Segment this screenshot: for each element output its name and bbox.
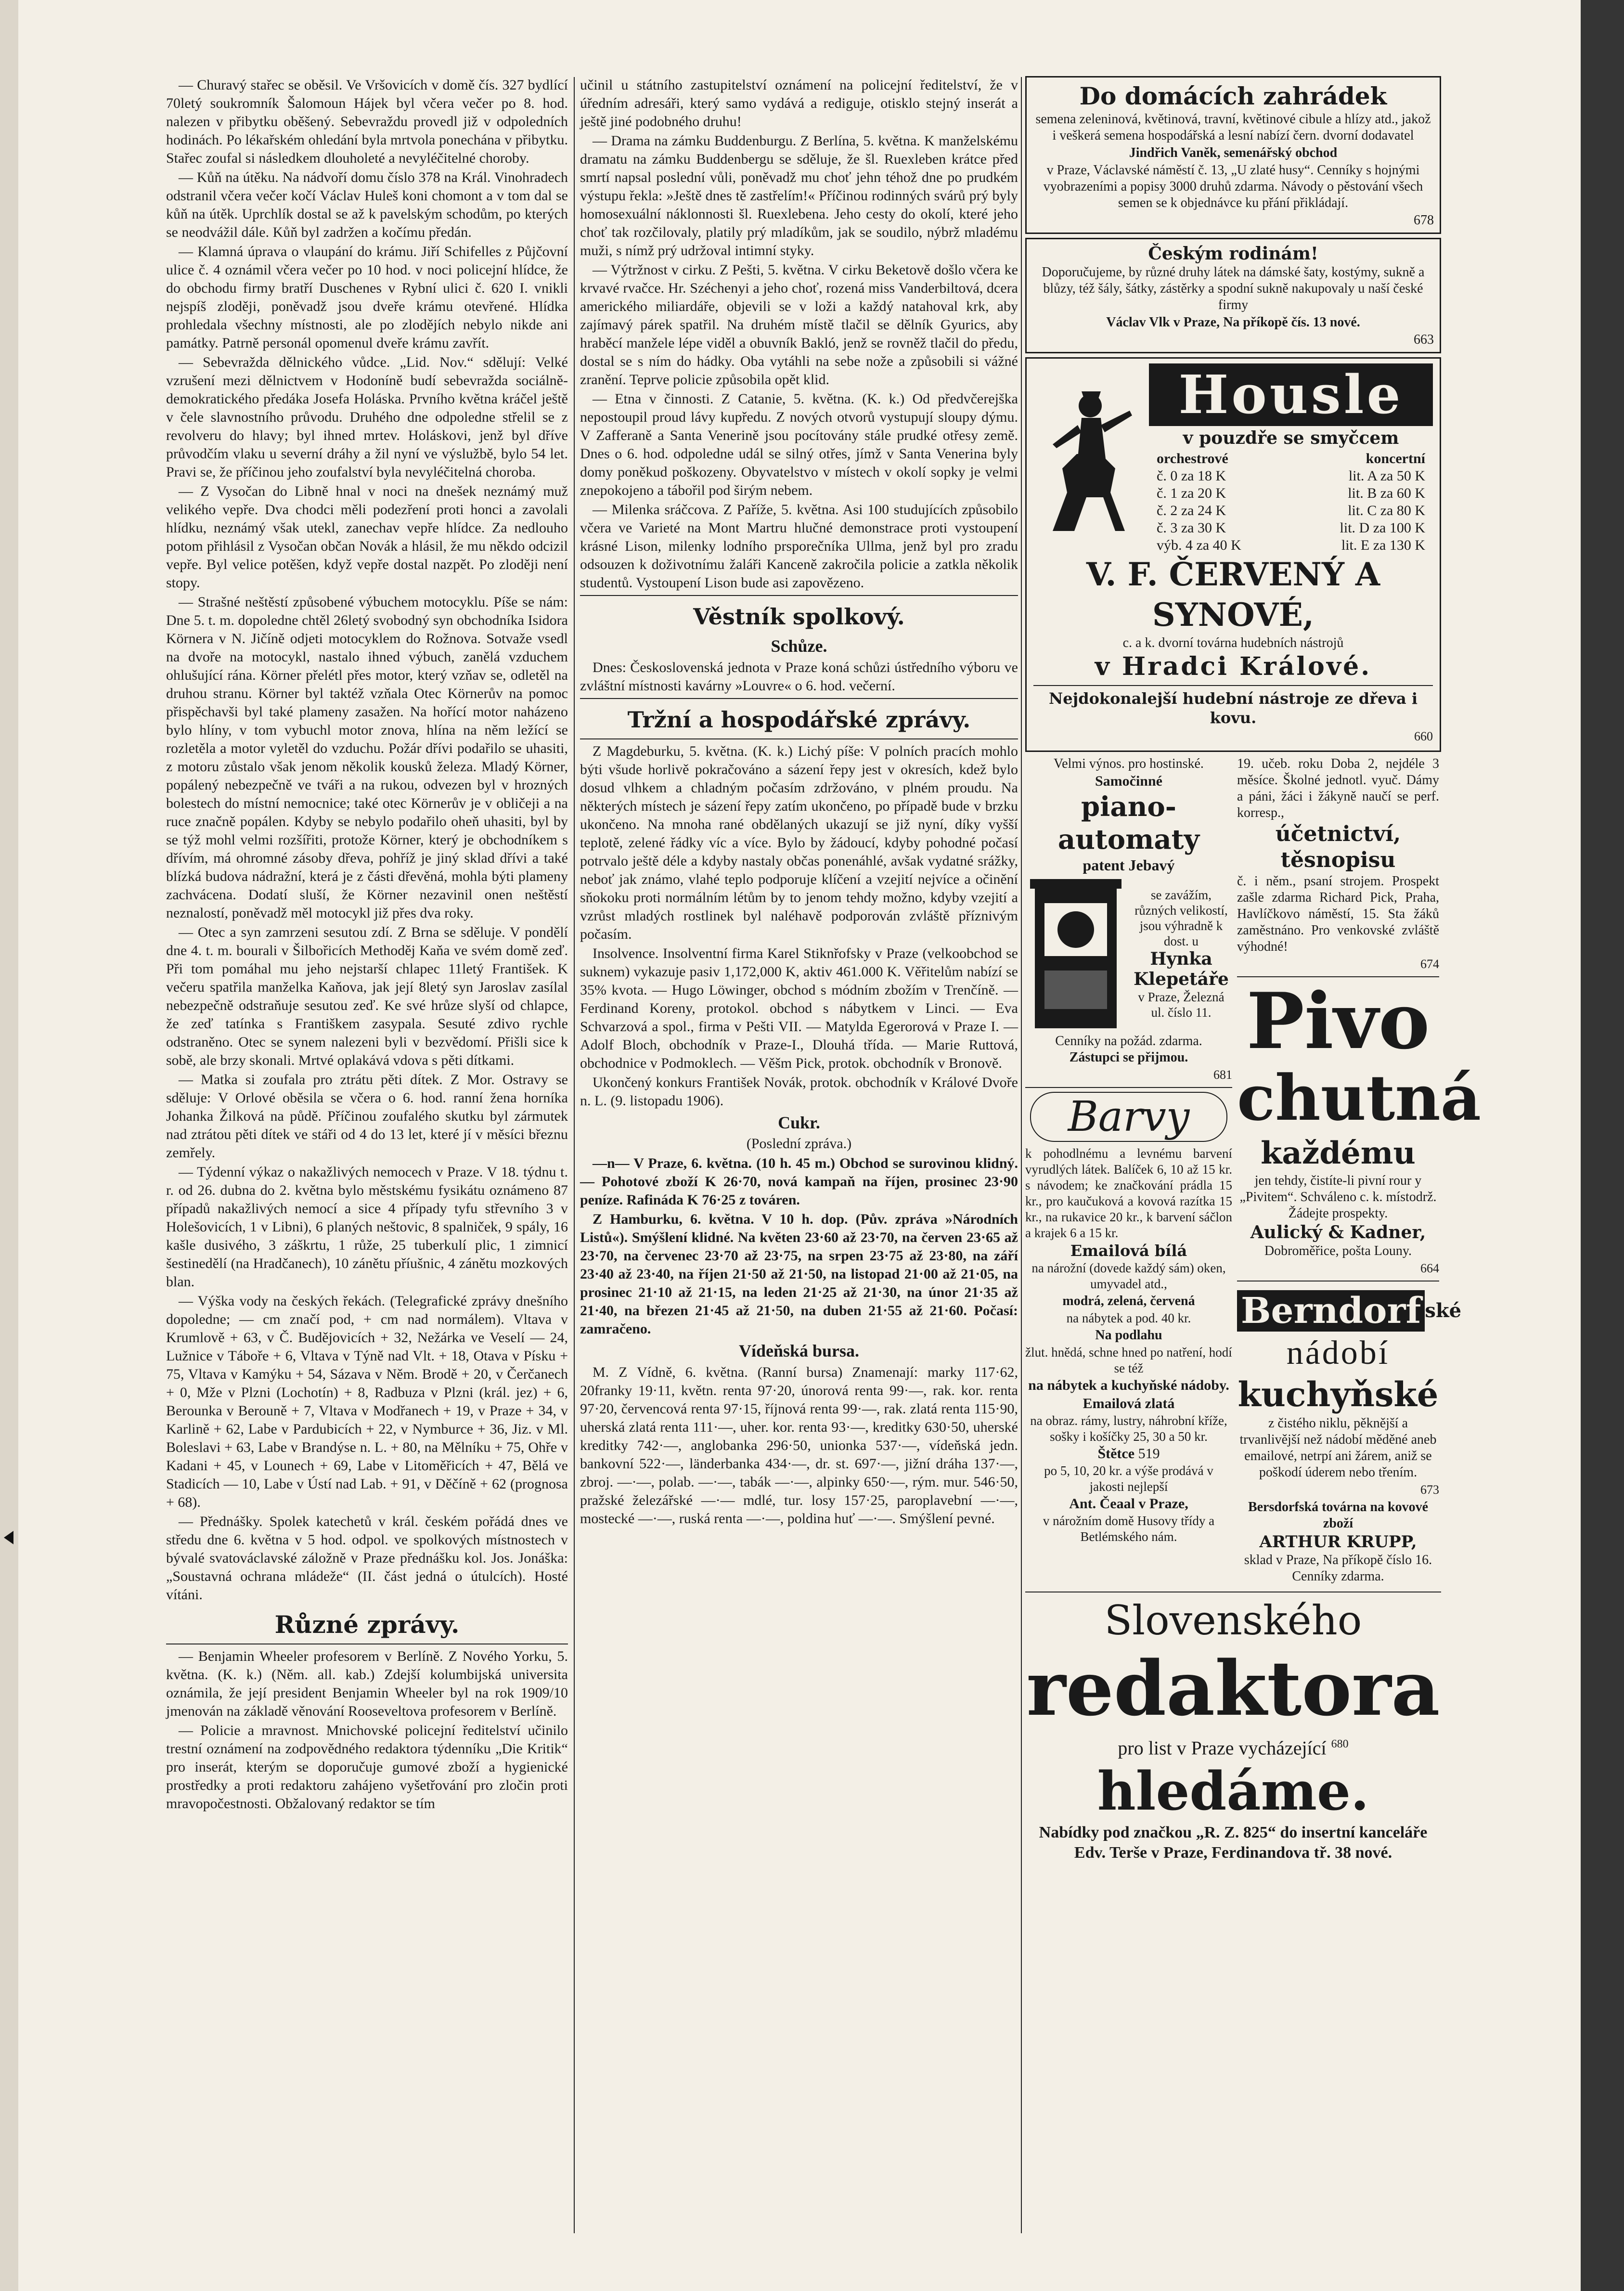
ad-ucetni-text2: č. i něm., psaní strojem. Prospekt zašle zdarma Richard Pick, Praha, Havlíčkovo náměstí, 15. Sta žáků zaměstnáno. Pro venkovské zvláště výhodné!: [1237, 874, 1439, 954]
ad-pivo-firm: Aulický & Kadner,: [1250, 1222, 1426, 1243]
page-left-edge: [0, 0, 18, 2291]
ad-berndorf-ske: ské: [1425, 1299, 1462, 1322]
price-b: lit. B za 60 K: [1348, 485, 1425, 501]
ad-housle-sub: v pouzdře se smyčcem: [1183, 428, 1399, 448]
ad-number: 680: [1331, 1738, 1349, 1750]
stock-report: M. Z Vídně, 6. května. (Ranní bursa) Znamenají: marky 117·62, 20franky 19·11, květn. renta 97·20, únorová renta 99·—, rak. kor. renta 97·20, červencová renta 97·15, říjnová renta 99·—, rak. zlatá renta 115·90, uherská zlatá renta 111·—, uher. kor. renta 93·—, kreditky 630·50, uherské kreditky 742·—, anglobanka 296·50, unionka 537·—, vídeňská jedn. bankovní 522·—, länderbanka 434·—, dr. st. 697·—, jižní dráha 137·—, zbroj. —·—, polab. —·—, tabák —·—, alpinky 650·—, rým. mur. 546·50, pražské železářské —·— mdlé, tur. losy 157·25, paroplavební —·—, mostecké —·—, ruská renta —·—, poldina huť —·—. Smýšlení pevné.: [580, 1364, 1018, 1527]
ad-ucetni-text1: 19. učeb. roku Doba 2, nejdéle 3 měsíce. Školné jednotl. vyuč. Dámy a páni, žáci i žákyně naučí se perf. korresp.,: [1237, 756, 1439, 820]
price-a: č. 1 za 20 K: [1157, 485, 1226, 501]
ad-barvy-emailova: Emailová bílá: [1070, 1242, 1187, 1260]
ad-barvy-text3: na nábytek a pod. 40 kr.: [1066, 1311, 1191, 1325]
market-item: Z Magdeburku, 5. května. (K. k.) Lichý píše: V polních pracích mohlo býti všude horlivě pokračováno a sázení řepy jest v okresích, kdež bylo dosud vlhkem a chladným počasím zdržováno, v plném proudu. Na některých místech je sázení řepy zatím ukončeno, po případě bude v brzku ukončeno. Na mnoha rané obdělaných ukazují se již nyní, díky vyšší teplotě, zelené řádky víc a více. Bylo by žádoucí, kdyby pohodné počasí potrvalo ještě déle a kdyby nastaly občas ponenáhlé, avšak vydatné srážky, neboť jak známo, vlahé teplo podporuje klíčení a vzejití nejvíce a očinění sňokoku proti normálním létům by to jenom tehdy možno, kdyby vzejití a vzrůst mladých rostlinek byl naléhavě podporován zvláště příznivým počasím.: [580, 743, 1018, 942]
ad-barvy-firm: Ant. Čeaal v Praze,: [1069, 1496, 1188, 1512]
ad-housle-col-b: koncertní: [1366, 451, 1425, 466]
ad-pivo-title1: Pivo: [1246, 976, 1430, 1066]
ad-ucetni-title: účetnictví, těsnopisu: [1275, 822, 1401, 872]
news-item: — Policie a mravnost. Mnichovské policejní ředitelství učinilo trestní oznámení na zodpovědného redaktora týdenníku „Die Kritik“ pro inserát, kterým se doporučuje gumové zboží a hygienické prostředky a proti redaktoru zahájeno vyšetřování pro zločin proti mravopočestnosti. Obžalovaný redaktor se tím: [166, 1722, 568, 1812]
subsection-subtitle-cukr: (Poslední zpráva.): [746, 1136, 852, 1152]
ad-number: 678: [1414, 213, 1434, 228]
ad-number: 660: [1414, 729, 1433, 743]
ad-berndorf-title: Berndorf: [1237, 1290, 1425, 1332]
ad-berndorf-nadobi: nádobí: [1286, 1334, 1390, 1372]
news-item: — Etna v činnosti. Z Catanie, 5. května. (K. k.) Od předvčerejška nepostoupil proud lávy kupředu. Z nových otvorů vystupují sloupy dýmu. V Zafferaně a Santa Venerině jsou pocítovány stále prudké otřesy země. Dnes o 6. hod. odpoledne udál se silný otřes, jímž v Santa Venerina byly domy poněkud poškozeny. Obyvatelstvo v místech v okolí sopky je velmi znepokojeno a tábořil pod širým nebem.: [580, 391, 1018, 498]
news-item: — Strašné neštěstí způsobené výbuchem motocyklu. Píše se nám: Dne 5. t. m. dopoledne chtěl 26letý svobodný syn obchodníka Isidora Körnera v N. Jičíně odjeti motocyklem do Rožnova. Sotvaže vsedl na dvoře na motocykl, nastalo ihned výbuch, zanělá vzduchem ohlušující rána. Körner přelétl přes motor, který vzňav se, odletěl na druhou stranu. Körner byl taktéž vzňala Otec Körnerův na pomoc přispěchavši byl také plameny zasažen. Na hořící motor naházeno bylo hlíny, v tom vybuchl motor znova, hlína na něm ležící se rozletěla a motor vyletěl do vzduchu. Požár dřívi podařilo se uhasiti, z motoru zůstalo však jenom několik kousků železa. Mladý Körner, popálený nebezpečně ve tváři a na rukou, odvezen byl v hrozných bolestech do místní nemocnice; také otec Körnerův je v obličeji a na ruce značně popálen. Kdyby se nebylo podařilo oheň uhasiti, byl by se týž mohl velmi rozšířiti, protože Körner, který je obchodníkem s dřívím, má ohromné zásoby dřeva, pohříž je jiný sklad dřívi a také blízká budova nádražní, která je z části dřevěná, mohla býti plameny zachvácena. Dodatí sluší, že Körner nezavinil onen neštěstí neznalostí, poněvadž měl motocykl již přes dva roky.: [166, 594, 568, 921]
ad-piano: [1025, 756, 1232, 1585]
ad-piano-cenniky: Cenníky na požád. zdarma.: [1055, 1034, 1202, 1048]
ad-berndorf-addr: sklad v Praze, Na příkopě číslo 16.: [1244, 1553, 1432, 1567]
ad-housle-logo: Housle: [1149, 363, 1433, 426]
divider: [580, 698, 1018, 699]
ad-barvy-text5: na obraz. rámy, lustry, náhrobní kříže, sošky i košíčky 25, 30 a 50 kr.: [1030, 1413, 1227, 1444]
price-a: výb. 4 za 40 K: [1157, 537, 1241, 553]
ad-piano-firm: Hynka Klepetáře: [1134, 949, 1229, 989]
ad-piano-patent: patent Jebavý: [1083, 856, 1175, 874]
ad-zahradky-firm: Jindřich Vaněk, semenářský obchod: [1129, 145, 1338, 160]
news-item: — Z Vysočan do Libně hnal v noci na dnešek neznámý muž velikého vepře. Dva chodci měli podezření proti honci a zavolali hlídku, neznámý však utekl, zanechav vepře hlídce. Za nedlouho potom přihlásil z Vysočan občan Novák a hlásil, že mu někdo odcizil vepře. Byl velice potěšen, když vepře dostal nazpět. Po zloději není stopy.: [166, 483, 568, 591]
news-item: — Týdenní výkaz o nakažlivých nemocech v Praze. V 18. týdnu t. r. od 26. dubna do 2. května bylo městskému fysikátu oznámeno 87 případů nakažlivých nemocí a sice 4 případy tyfu střevního 3 v Holešovicích, 1 v Libni), 6 planých neštovic, 8 spalniček, 9 spály, 16 kašle dusivého, 3 záškrtu, 1 růže, 25 tuberkulí plic, 1 zimnicí šestinedělí (na Hradčanech), 10 zánětu příušnic, 4 zánětu mozkových blan.: [166, 1164, 568, 1290]
ad-piano-title1: Samočinné: [1095, 773, 1162, 789]
ad-housle-best: Nejdokonalejší hudební nástroje ze dřeva i kovu.: [1049, 689, 1418, 727]
ad-number: 519: [1138, 1446, 1160, 1462]
ad-housle-city: v Hradci Králové.: [1095, 652, 1372, 681]
sugar-report: —n— V Praze, 6. května. (10 h. 45 m.) Obchod se surovinou klidný. — Pohotové zboží K 26·70, nová kampaň na říjen, prosinec 23·90 peníze. Rafináda K 76·25 z továren.: [580, 1155, 1018, 1208]
news-item: učinil u státního zastupitelství oznámení na policejní ředitelství, že v úředním adresáři, který samo vydává a rediguje, otisklo stejný inserát a ještě jiné podobného druhu!: [580, 77, 1018, 129]
ad-housle-firm: V. F. ČERVENÝ A SYNOVÉ,: [1086, 556, 1380, 634]
price-b: lit. A za 50 K: [1348, 468, 1425, 484]
price-b: lit. D za 100 K: [1340, 520, 1425, 536]
ad-number: 673: [1420, 1483, 1439, 1497]
news-item: — Výška vody na českých řekách. (Telegrafické zprávy dnešního dopoledne; — cm značí pod, + cm nad normálem). Vltava v Krumlově + 63, v Č. Budějovicích + 32, Nežárka ve Veselí — 24, Lužnice v Táboře + 6, Vltava v Týně nad Vlt. + 18, Otava v Písku + 75, Vltava v Kamýku + 54, Sázava v Něm. Brodě + 20, v Čerčanech + 0, Mže v Plzni (Lochotín) + 8, Radbuza v Plzni (král. jez) + 6, Berounka v Berouně + 7, Vltava v Modřanech + 19, v Praze + 34, v Karlině + 62, Labe v Pardubicích + 22, v Nymburce + 36, Jiz. v Ml. Boleslavi + 63, Labe v Brandýse n. L. + 80, na Mělníku + 75, Ohře v Kadani + 45, v Lounech + 69, Labe v Litoměřicích + 47, Bělá ve Stadicích — 10, Labe v Ústí nad Lab. + 91, v Děčíně + 62 (prognosa + 68).: [166, 1293, 568, 1510]
sugar-report: Z Hamburku, 6. května. V 10 h. dop. (Pův. zpráva »Národních Listů«). Smýšlení klidné. Na květen 23·60 až 23·70, na červen 23·65 až 23·70, na červenec 23·70 až 23·75, na srpen 23·75 až 23·80, na září 23·40 až 23·40, na říjen 21·50 až 21·50, na listopad 21·00 až 21·05, na prosinec 21·10 až 21·15, na leden 21·25 až 21·30, na únor 21·35 až 21·40, na březen 21·45 až 21·50, na duben 21·55 až 21·60. Počasí: zamračeno.: [580, 1211, 1018, 1337]
ad-piano-title2: piano-automaty: [1057, 791, 1200, 855]
ad-piano-addr: v Praze, Železná ul. číslo 11.: [1138, 990, 1224, 1020]
price-b: lit. E za 130 K: [1341, 537, 1425, 553]
ad-piano-zastupci: Zástupci se přijmou.: [1069, 1050, 1188, 1065]
news-item: — Drama na zámku Buddenburgu. Z Berlína, 5. května. K manželskému dramatu na zámku Buddenbergu se sděluje, že šl. Ruexleben krátce před smrtí napsal poslední vůli, poněvadž mu choť jehn téhož dne po prudkém výstupu řekla: »Ještě dnes tě zastřelím!« Příčinou rodinných svárů prý byly homosexuální náklonnosti šl. Ruexlebena. Jeho cesty do okolí, které jeho choť tak rozčilovaly, platily prý mladíkům, jak se soudilo, nýbrž mladému muži, s nímž prý udržoval intimní styky.: [580, 133, 1018, 259]
ad-zahradky-title: Do domácích zahrádek: [1079, 82, 1387, 110]
ad-slov-title3: hledáme.: [1097, 1760, 1369, 1823]
ad-slovensky-redaktor: [1025, 1595, 1441, 1863]
price-a: č. 3 za 30 K: [1157, 520, 1226, 536]
ad-barvy-addr: v nárožním domě Husovy třídy a Betlémského nám.: [1043, 1514, 1215, 1544]
subsection-title-schuze: Schůze.: [771, 636, 827, 656]
news-item: — Benjamin Wheeler profesorem v Berlíně. Z Nového Yorku, 5. května. (K. k.) (Něm. all. kab.) Zdejší kolumbijská universita oznámila, že její president Benjamin Wheeler byl na rok 1909/10 jmenován na základě věnování Rooseveltova profesorem v Berlíně.: [166, 1648, 568, 1719]
section-title-vestnik: Věstník spolkový.: [693, 604, 905, 630]
column-local-news: [166, 76, 568, 2233]
subsection-title-burza: Vídeňská bursa.: [738, 1341, 860, 1360]
ad-barvy-text2: na nárožní (dovede každý sám) oken, umyvadel atd.,: [1031, 1261, 1226, 1291]
news-item: — Churavý stařec se oběsil. Ve Vršovicích v domě čís. 327 bydlící 70letý soukromník Šalomoun Hájek byl včera večer po 8. hod. nalezen v přibytku oběšený. Sebevraždu provedl již v odpoledních hodinách. Po lékařském ohledání byla mrtvola ponechána v přibytku. Stařec zoufal si následkem dlouholeté a nevyléčitelné choroby.: [166, 77, 568, 166]
ad-slov-text: pro list v Praze vycházející: [1118, 1737, 1327, 1759]
column-advertisements: [1025, 76, 1481, 2233]
ad-rodinam-title: Českým rodinám!: [1148, 244, 1318, 264]
ad-barvy-title: Barvy: [1030, 1092, 1227, 1142]
ad-barvy-text1: k pohodlnému a levnému barvení vyrudlých látek. Balíček 6, 10 až 15 kr. s návodem; ke značkování prádla 15 kr., pro kaučuková a kovová razítka 15 kr., na rukavice 20 kr., k barvení sáčlon a krajek 6 a 15 kr.: [1025, 1146, 1232, 1240]
ad-number: 674: [1420, 957, 1439, 971]
ad-zahradky-text: semena zeleninová, květinová, travní, květinové cibule a hlízy atd., jakož i veškerá semena hospodářská a lesní nabízí čern. dvorní dodavatel: [1035, 112, 1431, 143]
news-item: — Výtržnost v cirku. Z Pešti, 5. května. V cirku Beketově došlo včera ke krvavé rvačce. Hr. Széchenyi a jeho choť, rozená miss Vanderbiltová, dcera amerického miliardáře, objevili se v loži a každý natahoval krk, aby zajímavý párek spatřil. Na druhém místě tlačil se dělník Gyurics, aby hraběcí manžele lépe viděl a obuvník Bakló, jenž se rovněž tlačil do předu, dostal se s ním do hádky. Oba vytáhli na sebe nože a způsobili si vážné zranění. Teprve policie způsobila opět klid.: [580, 262, 1018, 388]
column-rule: [574, 77, 575, 2233]
column-rule: [1021, 77, 1022, 2233]
news-item: — Milenka sráčcova. Z Paříže, 5. května. Asi 100 studujících způsobilo včera ve Varieté na Mont Martru hlučné demonstrace proti vystoupení krásné Lison, milenky lodního prsporečníka Ullma, jenž byl pro zradu odsouzen k doživotnímu žaláři Kanceně zakročila policie a zatkla několik studentů. Vystoupení Lison bude asi zapovězeno.: [580, 502, 1018, 591]
meeting-notice: Dnes: Československá jednota v Praze koná schůzi ústředního výboru ve zvláštní místnosti kavárny »Louvre« o 6. hod. večerní.: [580, 660, 1018, 694]
ad-pivo-addr: Dobroměřice, pošta Louny.: [1264, 1243, 1412, 1258]
ad-rodinam-firm: Václav Vlk v Praze, Na příkopě čís. 13 nové.: [1106, 315, 1360, 330]
section-title-ruzne: Různé zprávy.: [274, 1610, 460, 1639]
ad-barvy-stetce: Štětce: [1097, 1446, 1135, 1462]
ad-row-piano-ucetni: [1025, 756, 1481, 1585]
news-item: — Matka si zoufala pro ztrátu pěti dítek. Z Mor. Ostravy se sděluje: V Orlové oběsila se včera o 6. hod. ranní žena horníka Johanka Žilková na půdě. Příčinou zoufalého skutku byl zármutek nad ztrátou pěti dítek ve stáři od 4 do 13 let, které jí v měsíci březnu zemřely.: [166, 1072, 568, 1161]
ad-slov-title1: Slovenského: [1104, 1597, 1362, 1644]
column-foreign-news: [580, 76, 1018, 2233]
ad-rodinam: [1025, 238, 1441, 353]
ad-berndorf-text: z čistého niklu, pěknější a trvanlivější než nádobí měděné aneb emailové, netrpí ani žárem, aniž se poškodí úderem nebo třením.: [1239, 1416, 1437, 1480]
ad-piano-top: Velmi výnos. pro hostinské.: [1054, 756, 1204, 771]
ad-barvy-text6: po 5, 10, 20 kr. a výše prodává v jakosti nejlepší: [1044, 1463, 1213, 1494]
ad-housle-col-a: orchestrové: [1157, 451, 1228, 466]
news-item: — Kůň na útěku. Na nádvoří domu číslo 378 na Král. Vinohradech odstranil včera večer kočí Václav Huleš koni chomont a v tom dal se kůň na útěk. Uprchlík dostal se až k pavelským schodům, po kterých se neodvážil dále. Kůň byl zadržen a kočímu předán.: [166, 169, 568, 240]
ad-piano-text: se zavážím, různých velikostí, jsou výhradně k dost. u: [1134, 888, 1228, 948]
divider: [580, 595, 1018, 596]
price-b: lit. C za 80 K: [1348, 503, 1425, 518]
ad-berndorf-sklad: Bersdorfská továrna na kovové zboží: [1248, 1500, 1429, 1531]
ad-barvy-text4: žlut. hnědá, schne hned po natření, hodí se též: [1025, 1345, 1232, 1375]
ad-number: 663: [1414, 332, 1434, 347]
piano-automat-icon: [1025, 874, 1126, 1033]
section-title-trzni: Tržní a hospodářské zprávy.: [627, 707, 971, 733]
news-item: — Otec a syn zamrzeni sesutou zdí. Z Brna se sděluje. V pondělí dne 4. t. m. bourali v Šilbořicích Methoděj Kaňa ve svém domě zeď. Při tom pomáhal mu jeho nejstarší chlapec 11letý František. K večeru spatřila manželka Kaňova, jak její 8letý syn Jaroslav zasílal nebezpečně odstraňuje sesutou zeď. Ke své hrůze slyší od chlapce, že zeď tatínka s Františkem zasypala. Sesuté zdivo rychle odstraněno. Otec se synem nalezeni byli v bezvědomí. Přišli sice k sobě, ale brzy skonali. Mrtvé oplakává vdova s pěti dítkami.: [166, 924, 568, 1068]
ad-slov-title2: redaktora: [1026, 1644, 1440, 1733]
ad-barvy-emailova2: Emailová zlatá: [1083, 1396, 1175, 1411]
ad-berndorf-kuch: kuchyňské: [1237, 1374, 1439, 1414]
horseman-illustration-icon: [1033, 372, 1144, 545]
news-item: — Sebevražda dělnického vůdce. „Lid. Nov.“ sdělují: Velké vzrušení mezi dělnictvem v Hodoníně budí sebevražda sociálně-demokratického předáka Josefa Holáska. Prvního května kráčel ještě v čele slavnostního průvodu. Druhého dne odpoledne střelil se z revolveru do hlavy; byl ihned mrtev. Holáskovi, jenž byl dříve průvodčím vlaku u severní dráhy a žil nyní ve výslužbě, bylo 54 let. Pravi se, že příčinou jeho zoufalství byla nevyléčitelná choroba.: [166, 354, 568, 480]
ad-housle-firm-sub: c. a k. dvorní továrna hudebních nástrojů: [1122, 635, 1344, 650]
ad-number: 681: [1213, 1068, 1232, 1082]
ad-pivo-title2: chutná: [1237, 1061, 1481, 1135]
divider: [1025, 1087, 1232, 1088]
ad-barvy-modra: modrá, zelená, červená: [1062, 1294, 1195, 1308]
subsection-title-cukr: Cukr.: [778, 1113, 820, 1132]
news-item: — Přednášky. Spolek katechetů v král. českém pořádá dnes ve středu dne 6. května v 5 hod. odpol. ve spolkových místnostech v bývalé svatováclavské záložně v Praze přednášku kol. Jos. Jonáška: „Soustavná ochrana mládeže“ (II. část jedná o útulcích). Hosté vítáni.: [166, 1514, 568, 1603]
ad-rodinam-text: Doporučujeme, by různé druhy látek na dámské šaty, kostýmy, sukně a blůzy, též šály, šátky, zástěrky a spodní sukně nakupovaly u naší české firmy: [1042, 265, 1425, 312]
ad-column-right: [1237, 756, 1481, 1585]
divider: [580, 738, 1018, 739]
ad-number: 664: [1420, 1261, 1439, 1275]
ad-berndorf-cenniky: Cenníky zdarma.: [1292, 1569, 1384, 1584]
ad-pivo-text: jen tehdy, čistíte-li pivní rour y „Pivitem“. Schváleno c. k. místodrž. Žádejte prospekty.: [1239, 1173, 1437, 1221]
ad-zahradky-text2: v Praze, Václavské náměstí č. 13, „U zlaté husy“. Cenníky s hojnými vyobrazeními a popisy 3000 druhů zdarma. Návody o pěstování všech semen se k objednávce ku přání přikládají.: [1043, 163, 1423, 210]
ad-pivo-title3: každému: [1261, 1135, 1416, 1171]
market-item: Insolvence. Insolventní firma Karel Stiknřofsky v Praze (velkoobchod se suknem) vykazuje pasiv 1,172,000 K, aktiv 461.000 K. Věřitelům nabízí se 35% kvota. — Hugo Löwinger, obchod s módním zbožím v Trenčíně. — Ferdinand Koreny, protokol. obchod s nábytkem v Linci. — Eva Schvarzová a spol., firma v Pešti VII. — Matylda Egerorová v Praze I. — Adolf Bloch, obchodník v Praze-I., Dlouhá třída. — Marie Ruttová, obchodnice v Podmoklech. — Věšm Pick, protok. obchodník v Bronově.: [580, 945, 1018, 1071]
ad-housle: [1025, 357, 1441, 752]
ad-barvy-nabytek: na nábytek a kuchyňské nádoby.: [1028, 1377, 1229, 1393]
ad-barvy-podlahu: Na podlahu: [1095, 1328, 1162, 1343]
market-item: Ukončený konkurs František Novák, protok. obchodník v Králové Dvoře n. L. (9. listopadu 1906).: [580, 1074, 1018, 1109]
news-item: — Klamná úprava o vlaupání do krámu. Jiří Schifelles z Půjčovní ulice č. 4 oznámil včera večer po 10 hod. v noci policejní hlídce, že do obchodu firmy bratří Duschenes v Rybní ulici č. 620 I. vnikli nejspíš zloději, poněvadž jsou dveře krámu otevřené. Hlídka prohledala všechny místnosti, ale po zlodějích nebylo nikde ani památky. Patrně personál opomenul dveře krámu zavřít.: [166, 244, 568, 351]
price-a: č. 2 za 24 K: [1157, 503, 1226, 518]
ad-slov-nabidky: Nabídky pod značkou „R. Z. 825“ do insertní kanceláře Edv. Terše v Praze, Ferdinandova tř. 38 nové.: [1039, 1824, 1428, 1862]
ad-berndorf-firm: ARTHUR KRUPP,: [1259, 1532, 1417, 1552]
price-a: č. 0 za 18 K: [1157, 468, 1226, 484]
ad-zahradky: [1025, 76, 1441, 234]
divider: [1033, 685, 1433, 686]
